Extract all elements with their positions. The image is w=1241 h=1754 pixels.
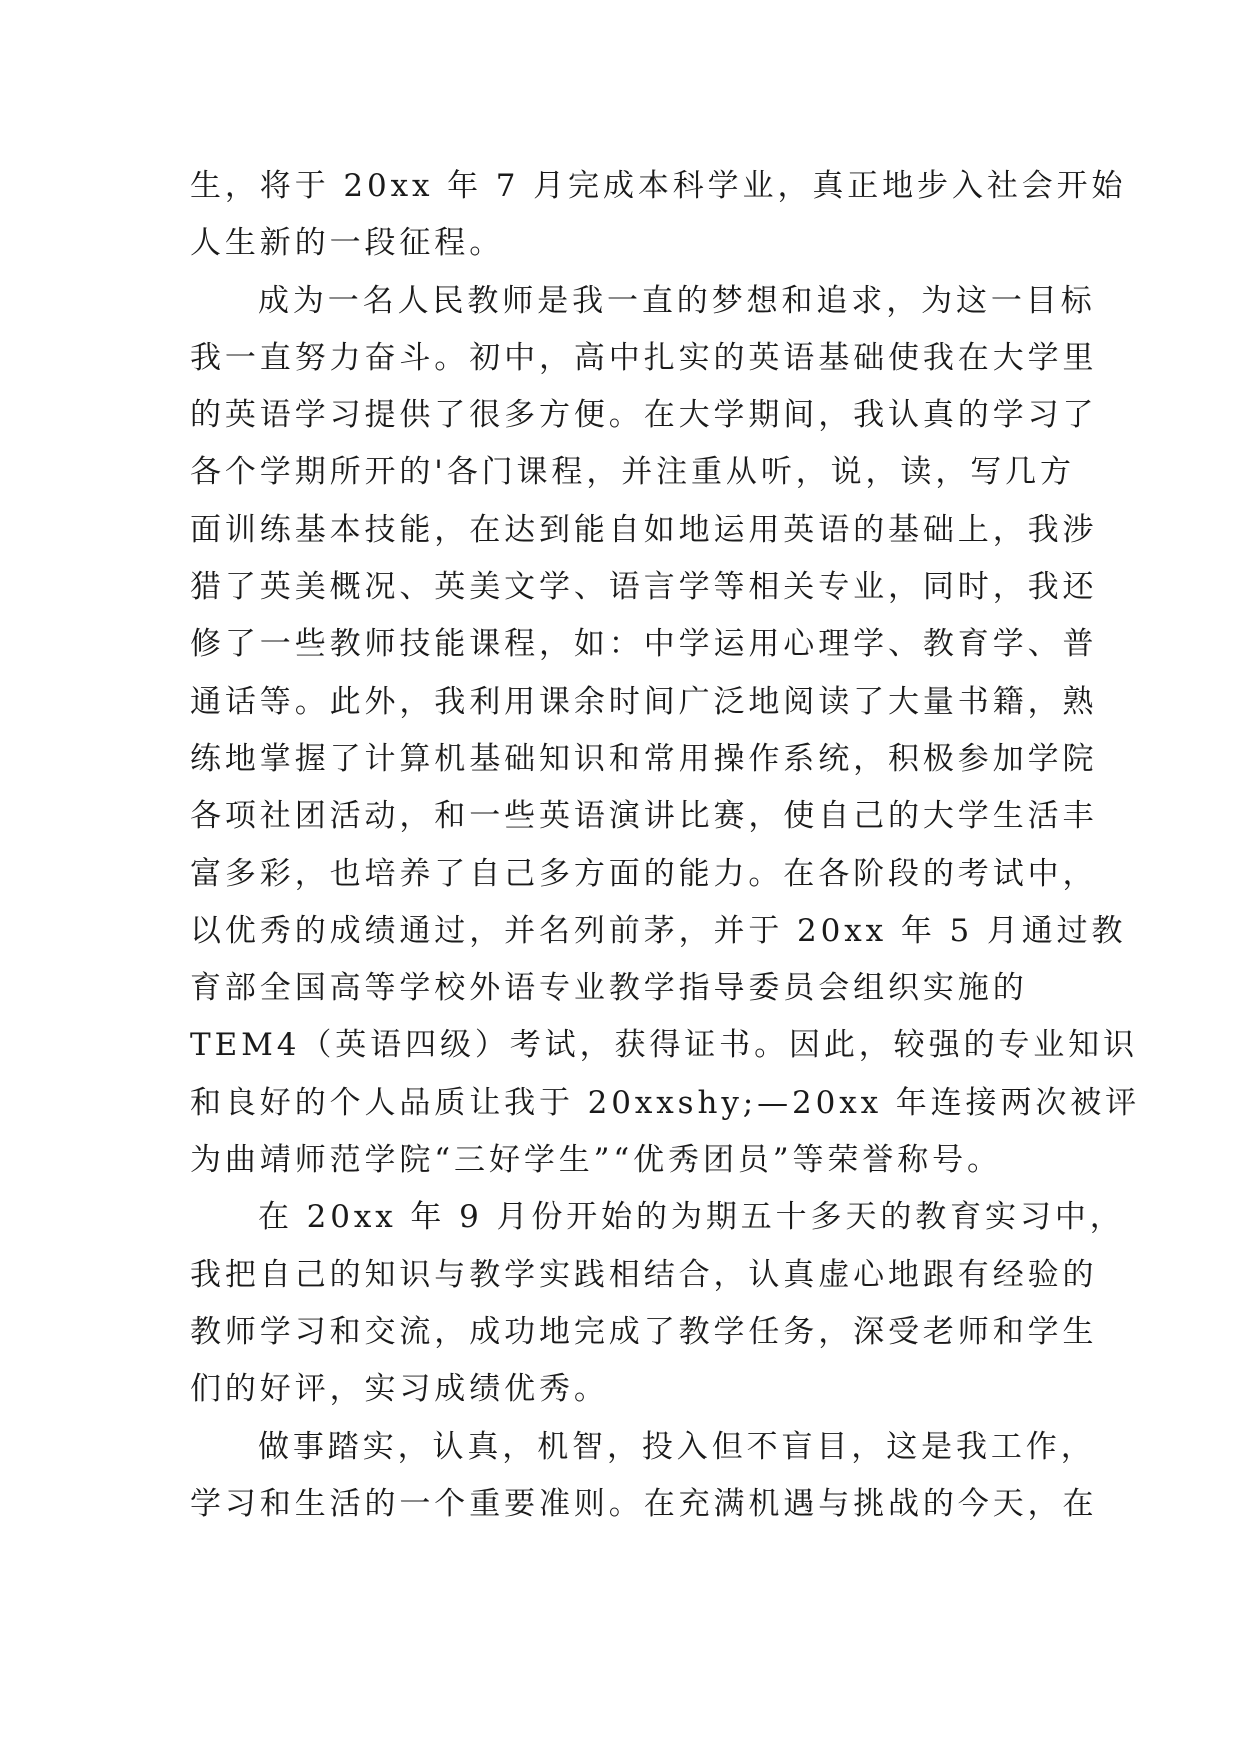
text-line: 育部全国高等学校外语专业教学指导委员会组织实施的 <box>190 970 1028 1007</box>
text-line: 的英语学习提供了很多方便。在大学期间，我认真的学习了 <box>190 397 1098 434</box>
document-body <box>190 158 1141 1533</box>
text-line: 生，将于 20xx 年 7 月完成本科学业，真正地步入社会开始 <box>190 168 1127 204</box>
text-line: 我一直努力奋斗。初中，高中扎实的英语基础使我在大学里 <box>190 339 1098 376</box>
text-line: 为曲靖师范学院“三好学生”“优秀团员”等荣誉称号。 <box>190 1142 1002 1179</box>
text-line: 富多彩，也培养了自己多方面的能力。在各阶段的考试中， <box>190 855 1098 892</box>
text-line: 在 20xx 年 9 月份开始的为期五十多天的教育实习中， <box>258 1199 1125 1236</box>
text-line: 练地掌握了计算机基础知识和常用操作系统，积极参加学院 <box>190 740 1098 777</box>
text-line: 人生新的一段征程。 <box>190 225 505 262</box>
text-line: 我把自己的知识与教学实践相结合，认真虚心地跟有经验的 <box>190 1256 1098 1293</box>
text-line: 以优秀的成绩通过，并名列前茅，并于 20xx 年 5 月通过教 <box>190 912 1127 949</box>
text-line: 教师学习和交流，成功地完成了教学任务，深受老师和学生 <box>190 1313 1098 1350</box>
text-line: 通话等。此外，我利用课余时间广泛地阅读了大量书籍，熟 <box>190 683 1098 720</box>
text-line: TEM4（英语四级）考试，获得证书。因此，较强的专业知识 <box>190 1027 1138 1064</box>
text-line: 做事踏实，认真，机智，投入但不盲目，这是我工作， <box>258 1428 1096 1465</box>
text-line: 学习和生活的一个重要准则。在充满机遇与挑战的今天，在 <box>190 1485 1098 1522</box>
text-line: 面训练基本技能，在达到能自如地运用英语的基础上，我涉 <box>190 511 1098 548</box>
text-line: 猎了英美概况、英美文学、语言学等相关专业，同时，我还 <box>190 569 1098 606</box>
text-line: 们的好评，实习成绩优秀。 <box>190 1371 609 1408</box>
text-line: 修了一些教师技能课程，如：中学运用心理学、教育学、普 <box>190 626 1098 663</box>
text-line: 成为一名人民教师是我一直的梦想和追求，为这一目标 <box>258 282 1096 319</box>
text-line: 和良好的个人品质让我于 20xxshy;—20xx 年连接两次被评 <box>190 1084 1141 1121</box>
text-line: 各个学期所开的'各门课程，并注重从听，说，读，写几方 <box>190 454 1075 491</box>
text-line: 各项社团活动，和一些英语演讲比赛，使自己的大学生活丰 <box>190 798 1098 835</box>
